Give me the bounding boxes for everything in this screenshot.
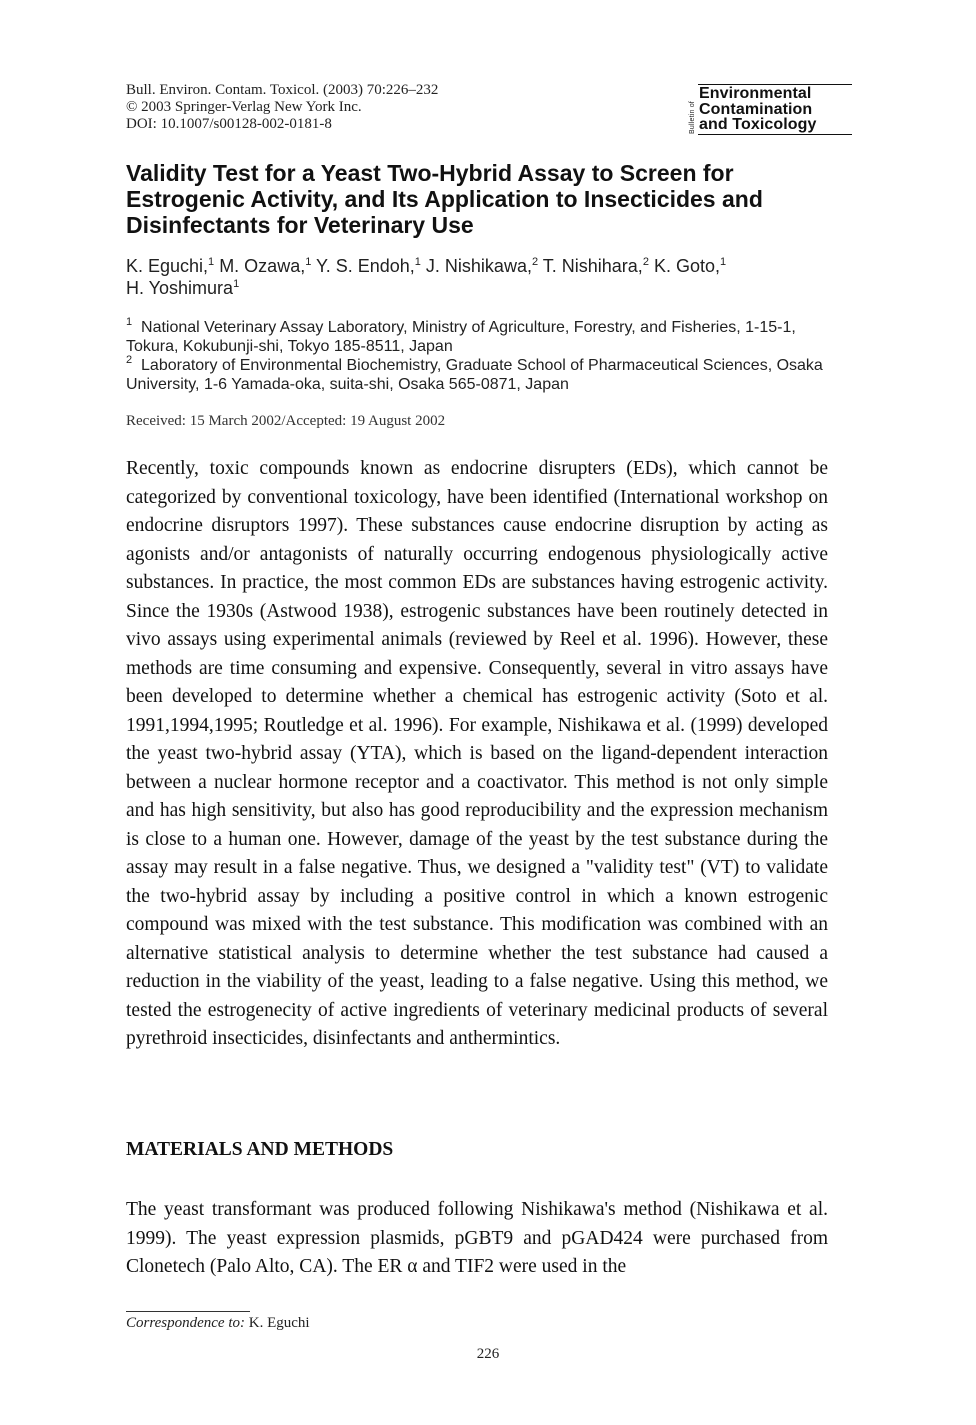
logo-rule-bottom	[698, 134, 852, 135]
author-list	[126, 255, 846, 299]
author: K. Eguchi,	[126, 256, 209, 276]
affiliation-2	[126, 356, 846, 394]
author-affiliation-mark: 1	[305, 256, 312, 268]
author: Y. S. Endoh,	[316, 256, 415, 276]
methods-paragraph: The yeast transformant was produced following Nishikawa's method (Nishikawa et al. 1999). The yeast expression plasmids, pGBT9 and pGAD424 were purchased from Clonetech (Palo Alto, CA). The ER α and TIF2 were used in the	[126, 1199, 828, 1277]
article-title: Validity Test for a Yeast Two-Hybrid Assay to Screen for Estrogenic Activity, and Its Application to Insecticides and Disinfectants for Veterinary Use	[126, 160, 763, 238]
page-number: 226	[476, 1346, 500, 1362]
footnote-rule	[126, 1311, 250, 1312]
doi-line: DOI: 10.1007/s00128-002-0181-8	[126, 116, 332, 132]
affiliation-text: Laboratory of Environmental Biochemistry, Graduate School of Pharmaceutical Sciences, Osaka University, 1-6 Yamada-oka, suita-shi, Osaka 565-0871, Japan	[126, 357, 823, 393]
affiliations	[126, 318, 846, 394]
author: J. Nishikawa,	[425, 256, 532, 276]
author: T. Nishihara,	[542, 256, 643, 276]
author-affiliation-mark: 1	[233, 278, 240, 290]
author-affiliation-mark: 1	[208, 256, 215, 268]
author-affiliation-mark: 2	[531, 256, 539, 268]
journal-logo-line-3: and Toxicology	[699, 116, 817, 133]
journal-citation: Bull. Environ. Contam. Toxicol. (2003) 70:226–232	[126, 82, 439, 98]
affiliation-text: National Veterinary Assay Laboratory, Ministry of Agriculture, Forestry, and Fisheries, 1-15-1, Tokura, Kokubunji-shi, Tokyo 185-8511, Japan	[126, 319, 796, 355]
intro-paragraph: Recently, toxic compounds known as endocrine disrupters (EDs), which cannot be categorized by conventional toxicology, have been identified (International workshop on endocrine disruptors 1997). These substances cause endocrine disruption by acting as agonists and/or antagonists of naturally occurring endogenous physiologically active substances. In practice, the most common EDs are substances having estrogenic activity. Since the 1930s (Astwood 1938), estrogenic substances have been routinely detected in vivo assays using experimental animals (reviewed by Reel et al. 1996). However, these methods are time consuming and expensive. Consequently, several in vitro assays have been developed to determine whether a chemical has estrogenic activity (Soto et al. 1991,1994,1995; Routledge et al. 1996). For example, Nishikawa et al. (1999) developed the yeast two-hybrid assay (YTA), which is based on the ligand-dependent interaction between a nuclear hormone receptor and a coactivator. This method is not only simple and has high sensitivity, but also has good reproducibility and the expression mechanism is close to a human one. However, damage of the yeast by the test substance during the assay may result in a false negative. Thus, we designed a "validity test" (VT) to validate the two-hybrid assay by including a positive control in which a known estrogenic compound was mixed with the test substance. This modification was combined with an alternative statistical analysis to determine whether the test substance had caused a reduction in the viability of the yeast, leading to a false negative. Using this method, we tested the estrogenecity of active ingredients of veterinary medicinal products of several pyrethroid insecticides, disinfectants and anthermintics.	[126, 458, 828, 1049]
affiliation-number: 2	[126, 354, 133, 366]
author: H. Yoshimura	[126, 278, 234, 298]
correspondence-name: K. Eguchi	[248, 1315, 310, 1331]
section-heading: MATERIALS AND METHODS	[126, 1139, 394, 1160]
author: K. Goto,	[653, 256, 720, 276]
correspondence-footnote	[126, 1314, 310, 1332]
citation-block	[126, 82, 438, 133]
journal-logo-name	[699, 86, 817, 133]
author-affiliation-mark: 2	[642, 256, 649, 268]
correspondence-label: Correspondence to:	[126, 1315, 246, 1331]
journal-logo	[688, 84, 852, 136]
affiliation-number: 1	[126, 316, 133, 328]
received-accepted-dates: Received: 15 March 2002/Accepted: 19 August 2002	[126, 413, 446, 429]
author-affiliation-mark: 1	[414, 256, 421, 268]
copyright-line: © 2003 Springer-Verlag New York Inc.	[126, 99, 362, 115]
journal-logo-line-2: Contamination	[699, 100, 813, 118]
affiliation-1	[126, 318, 846, 356]
author: M. Ozawa,	[219, 256, 306, 276]
author-affiliation-mark: 1	[720, 256, 727, 268]
journal-logo-side-label: Bulletin of	[689, 101, 696, 134]
journal-logo-line-1: Environmental	[699, 85, 812, 102]
